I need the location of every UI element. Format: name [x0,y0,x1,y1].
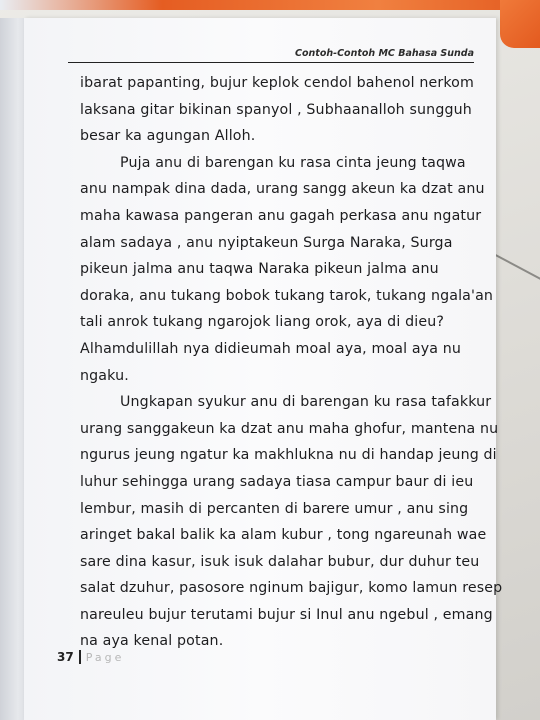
text-line: Ungkapan syukur anu di barengan ku rasa tafakkur [120,394,492,411]
text-line: pikeun jalma anu taqwa Naraka pikeun jalma anu [80,261,439,278]
text-line: luhur sehingga urang sadaya tiasa campur baur di ieu [80,473,474,490]
text-line: Puja anu di barengan ku rasa cinta jeung taqwa [120,154,466,171]
orange-cloth-corner [500,0,540,48]
text-line: besar ka agungan Alloh. [80,128,256,145]
text-line: doraka, anu tukang bobok tukang tarok, tukang ngala'an [80,287,494,304]
text-line: sare dina kasur, isuk isuk dalahar bubur, dur duhur teu [80,553,480,570]
page-footer [57,650,124,664]
paragraph [80,150,494,389]
text-line: ngurus jeung ngatur ka makhlukna nu di handap jeung di [80,447,497,464]
text-line: urang sanggakeun ka dzat anu maha ghofur, mantena nu [80,420,499,437]
running-header: Contoh-Contoh MC Bahasa Sunda [295,48,474,59]
text-line: anu nampak dina dada, urang sangg akeun ka dzat anu [80,181,485,198]
text-line: salat dzuhur, pasosore nginum bajigur, komo lamun resep [80,580,503,597]
text-line: lembur, masih di percanten di barere umur , anu sing [80,500,469,517]
body-text [80,70,503,655]
text-line: laksana gitar bikinan spanyol , Subhaanalloh sungguh [80,101,472,118]
text-line: maha kawasa pangeran anu gagah perkasa anu ngatur [80,207,482,224]
text-line: Alhamdulillah nya didieumah moal aya, moal aya nu [80,340,462,357]
orange-cloth [0,0,540,10]
paragraph [80,389,503,655]
text-line: ibarat papanting, bujur keplok cendol bahenol nerkom [80,75,474,91]
page-label: Page [85,650,125,664]
page-number: 37 [57,650,74,664]
text-line: nareuleu bujur terutami bujur si Inul anu ngebul , emang [80,606,493,623]
text-line: na aya kenal potan. [80,633,224,650]
text-line: alam sadaya , anu nyiptakeun Surga Naraka, Surga [80,234,453,251]
book-page [24,18,503,720]
footer-divider [79,650,81,664]
text-line: ngaku. [80,367,129,384]
paragraph [80,70,486,150]
text-line: tali anrok tukang ngarojok liang orok, aya di dieu? [80,314,445,331]
text-line: aringet bakal balik ka alam kubur , tong ngareunah wae [80,527,487,544]
header-rule [68,62,474,63]
